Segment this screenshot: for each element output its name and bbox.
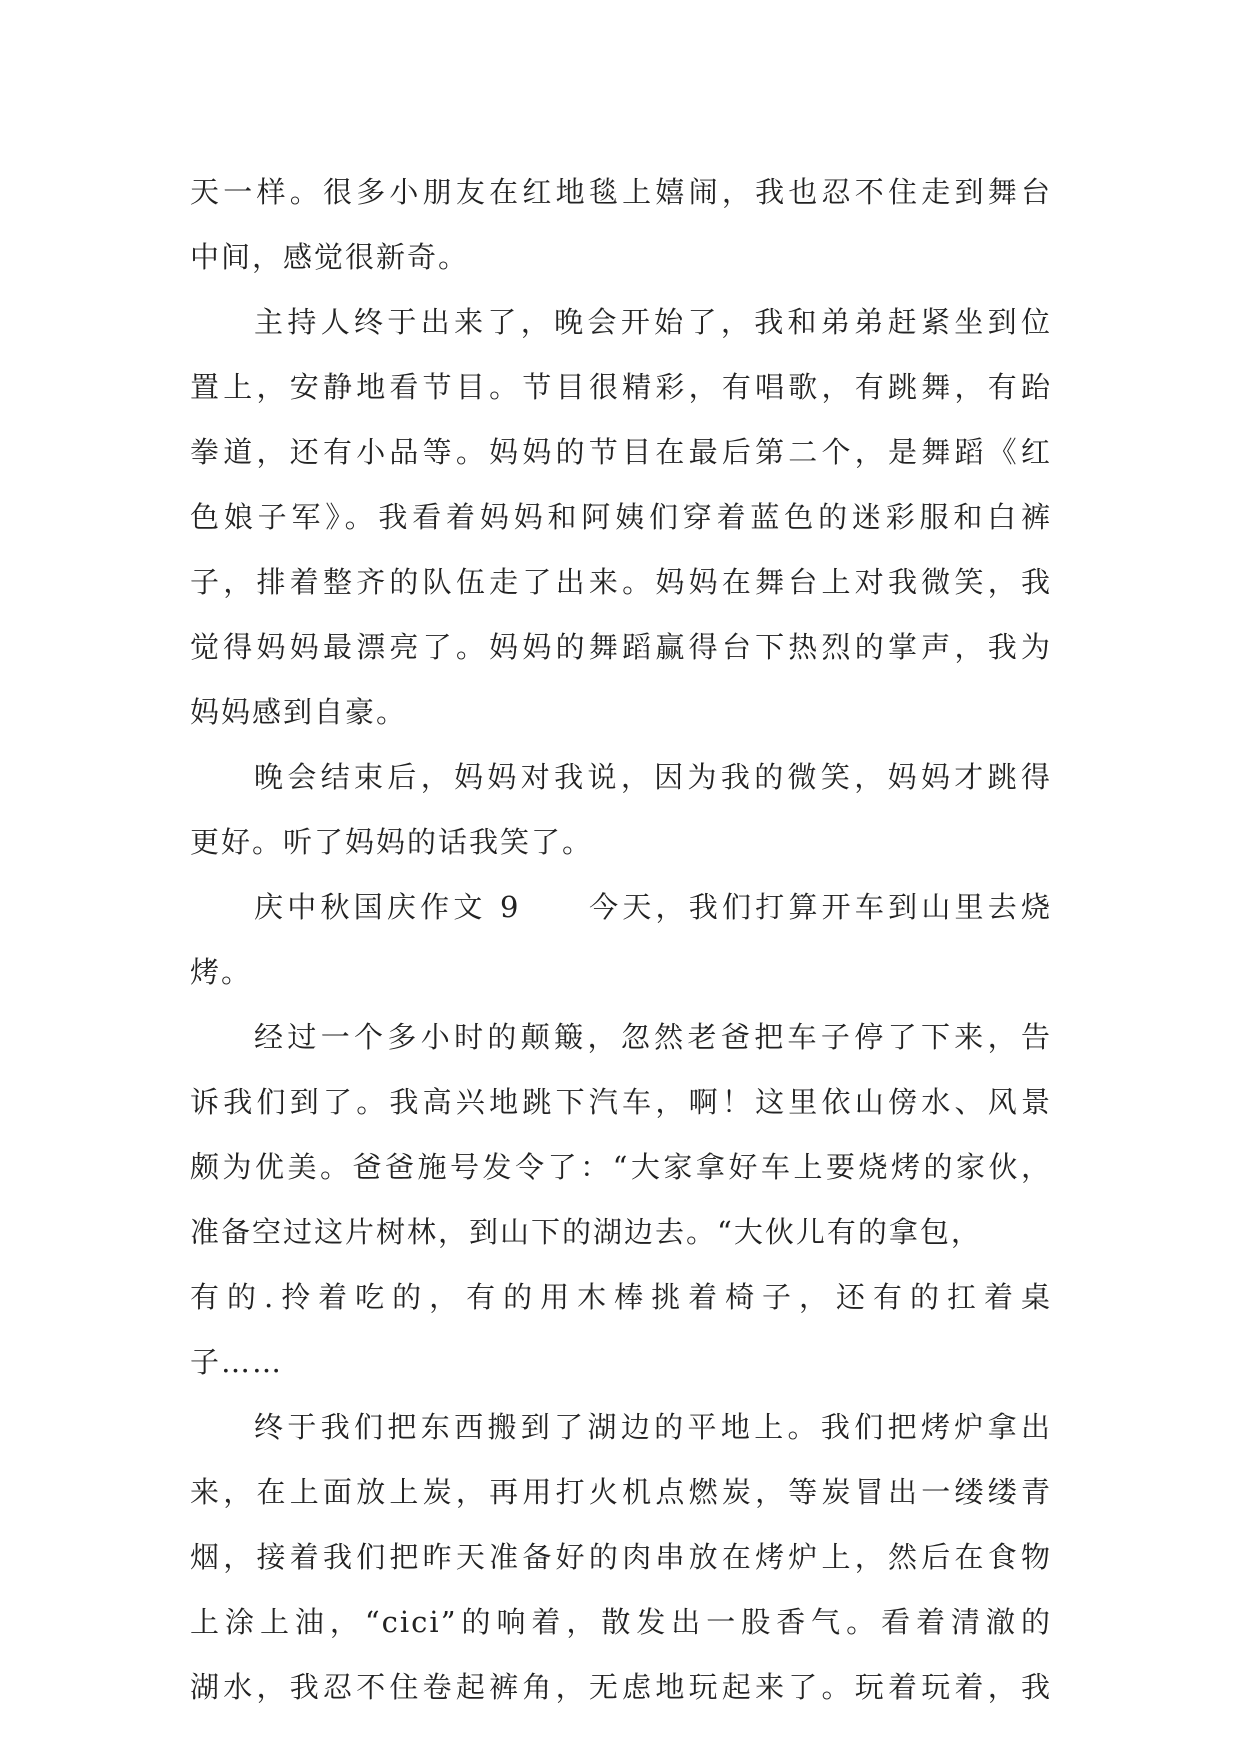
text-line: 庆中秋国庆作文 9 今天，我们打算开车到山里去烧 — [254, 890, 1052, 924]
text-line: 更好。听了妈妈的话我笑了。 — [190, 825, 594, 859]
document-page — [190, 160, 1052, 1720]
text-line: 有的.拎着吃的，有的用木棒挑着椅子，还有的扛着桌 — [190, 1280, 1052, 1314]
text-line: 准备空过这片树林，到山下的湖边去。“大伙儿有的拿包， — [190, 1215, 982, 1249]
paragraph-3 — [190, 745, 1052, 875]
text-line: 诉我们到了。我高兴地跳下汽车，啊！这里依山傍水、风景 — [190, 1085, 1052, 1119]
text-line: 觉得妈妈最漂亮了。妈妈的舞蹈赢得台下热烈的掌声，我为 — [190, 630, 1052, 664]
text-line: 色娘子军》。我看着妈妈和阿姨们穿着蓝色的迷彩服和白裤 — [190, 500, 1052, 534]
text-line: 妈妈感到自豪。 — [190, 695, 408, 729]
text-line: 烤。 — [190, 955, 253, 989]
text-line: 子…… — [190, 1345, 284, 1379]
text-line: 拳道，还有小品等。妈妈的节目在最后第二个，是舞蹈《红 — [190, 435, 1052, 469]
text-line: 经过一个多小时的颠簸，忽然老爸把车子停了下来，告 — [254, 1020, 1052, 1054]
paragraph-6 — [190, 1395, 1052, 1720]
text-line: 晚会结束后，妈妈对我说，因为我的微笑，妈妈才跳得 — [254, 760, 1052, 794]
text-line: 湖水，我忍不住卷起裤角，无虑地玩起来了。玩着玩着，我 — [190, 1670, 1052, 1704]
paragraph-5 — [190, 1005, 1052, 1395]
paragraph-1 — [190, 160, 1052, 290]
text-line: 上涂上油，“cici”的响着，散发出一股香气。看着清澈的 — [190, 1605, 1052, 1639]
text-line: 主持人终于出来了，晚会开始了，我和弟弟赶紧坐到位 — [254, 305, 1052, 339]
text-line: 天一样。很多小朋友在红地毯上嬉闹，我也忍不住走到舞台 — [190, 175, 1052, 209]
paragraph-2 — [190, 290, 1052, 745]
text-line: 置上，安静地看节目。节目很精彩，有唱歌，有跳舞，有跆 — [190, 370, 1052, 404]
text-line: 颇为优美。爸爸施号发令了：“大家拿好车上要烧烤的家伙， — [190, 1150, 1052, 1184]
text-line: 中间，感觉很新奇。 — [190, 240, 470, 274]
paragraph-4 — [190, 875, 1052, 1005]
text-line: 终于我们把东西搬到了湖边的平地上。我们把烤炉拿出 — [254, 1410, 1052, 1444]
text-line: 烟，接着我们把昨天准备好的肉串放在烤炉上，然后在食物 — [190, 1540, 1052, 1574]
text-line: 子，排着整齐的队伍走了出来。妈妈在舞台上对我微笑，我 — [190, 565, 1052, 599]
text-line: 来，在上面放上炭，再用打火机点燃炭，等炭冒出一缕缕青 — [190, 1475, 1052, 1509]
